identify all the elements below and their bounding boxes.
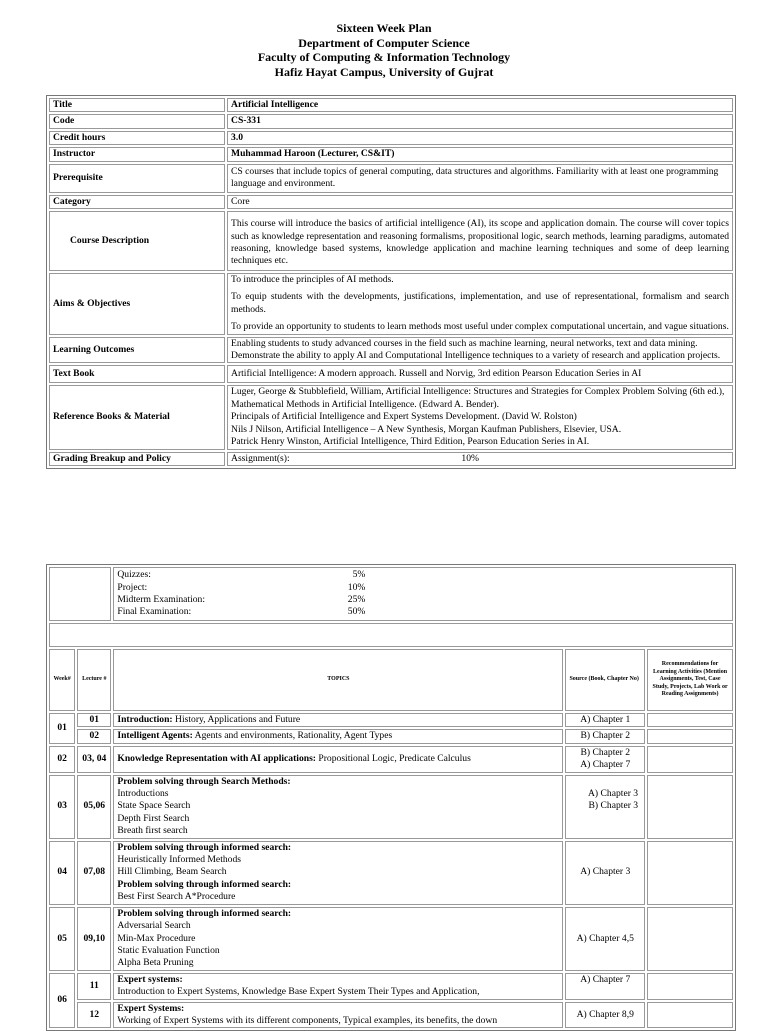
aim-item: To introduce the principles of AI methods.	[231, 274, 394, 286]
grade-percent: 10%	[461, 452, 480, 464]
spacer-row	[49, 623, 733, 647]
table-row	[49, 775, 733, 839]
week-number: 01	[49, 713, 75, 744]
week-number: 06	[49, 973, 75, 1029]
grading-value	[227, 452, 733, 466]
outcomes-value	[227, 337, 733, 364]
grade-name: Assignment(s):	[231, 452, 290, 464]
grading-continued-row	[49, 567, 733, 621]
lecture-number: 12	[77, 1002, 111, 1029]
topic-cell: Problem solving through informed search: Adversarial Search Min-Max Procedure Static Evaluation Function Alpha Beta Pruning	[113, 907, 563, 971]
source-cell: A) Chapter 7	[565, 973, 645, 1000]
textbook-row	[49, 365, 733, 383]
outcomes-row	[49, 337, 733, 364]
faculty-name: Faculty of Computing & Information Technology	[257, 50, 511, 64]
recommendation-cell	[647, 841, 733, 905]
source-cell: A) Chapter 1	[565, 713, 645, 727]
week-number: 05	[49, 907, 75, 971]
grade-name: Final Examination:	[117, 606, 192, 618]
aims-value	[227, 273, 733, 335]
aims-row	[49, 273, 733, 335]
week-number: 02	[49, 746, 75, 773]
topic-cell: Expert systems: Introduction to Expert Systems, Knowledge Base Expert System Their Types and Application,	[113, 973, 563, 1000]
topic-cell: Expert Systems: Working of Expert Systems with its different components, Typical examples, its benefits, the down	[113, 1002, 563, 1029]
table-row	[49, 713, 733, 727]
plan-header-row	[49, 649, 733, 711]
table-row	[49, 907, 733, 971]
recommendation-cell	[647, 775, 733, 839]
credit-value: 3.0	[227, 131, 733, 145]
topics-header: TOPICS	[113, 649, 563, 711]
title-row	[49, 98, 733, 112]
lecture-number: 02	[77, 729, 111, 743]
weekly-plan-table	[46, 564, 736, 1031]
week-number: 04	[49, 841, 75, 905]
recommendations-header: Recommendations for Learning Activities (Mention Assignments, Test, Case Study, Projects, Lab Work or Reading Assignments)	[647, 649, 733, 711]
outcomes-label: Learning Outcomes	[49, 337, 225, 364]
credit-label: Credit hours	[49, 131, 225, 145]
grade-percent: 10%	[347, 581, 366, 593]
title-label: Title	[49, 98, 225, 112]
description-value: This course will introduce the basics of artificial intelligence (AI), its scope and application domain. The course will cover topics such as knowledge representation and reasoning formalisms, propositional logic, search methods, learning paradigms, automated reasoning, knowledge based systems, knowledge application and machine learning techniques and some of deep learning techniques etc.	[227, 211, 733, 271]
recommendation-cell	[647, 973, 733, 1000]
lecture-number: 11	[77, 973, 111, 1000]
reference-item: Nils J Nilson, Artificial Intelligence – A New Synthesis, Morgan Kaufman Publishers, Elsevier, USA.	[231, 423, 622, 435]
source-cell: B) Chapter 2	[565, 729, 645, 743]
lecture-header: Lecture #	[77, 649, 111, 711]
category-row	[49, 195, 733, 209]
grade-percent: 25%	[347, 594, 366, 605]
title-value: Artificial Intelligence	[227, 98, 733, 112]
credit-row	[49, 131, 733, 145]
reference-item: Principals of Artificial Intelligence and Expert Systems Development. (David W. Rolston)	[231, 411, 577, 423]
description-row	[49, 211, 733, 271]
lecture-number: 09,10	[77, 907, 111, 971]
source-cell: A) Chapter 4,5	[565, 907, 645, 971]
instructor-label: Instructor	[49, 147, 225, 161]
aims-label: Aims & Objectives	[49, 273, 225, 335]
week-number: 03	[49, 775, 75, 839]
aim-item: To equip students with the developments, justifications, implementation, and use of representational, formalism and search methods.	[231, 291, 729, 315]
reference-item: Mathematical Methods in Artificial Intelligence. (Edward A. Bender).	[231, 398, 500, 410]
textbook-label: Text Book	[49, 365, 225, 383]
source-header: Source (Book, Chapter No)	[565, 649, 645, 711]
references-label: Reference Books & Material	[49, 385, 225, 449]
recommendation-cell	[647, 1002, 733, 1029]
outcome-item: Demonstrate the ability to apply AI and Computational Intelligence techniques to a variety of research and application projects.	[231, 350, 721, 362]
plan-title: Sixteen Week Plan	[336, 21, 432, 35]
references-value	[227, 385, 733, 449]
prerequisite-row	[49, 164, 733, 193]
recommendation-cell	[647, 746, 733, 773]
recommendation-cell	[647, 713, 733, 727]
textbook-value: Artificial Intelligence: A modern approach. Russell and Norvig, 3rd edition Pearson Education Series in AI	[227, 365, 733, 383]
references-row	[49, 385, 733, 449]
aim-item: To provide an opportunity to students to learn methods most useful under complex computational uncertain, and vague situations.	[231, 321, 729, 333]
table-row	[49, 973, 733, 1000]
document-header	[0, 21, 768, 79]
topic-cell: Problem solving through Search Methods: Introductions State Space Search Depth First Search Breath first search	[113, 775, 563, 839]
reference-item: Patrick Henry Winston, Artificial Intelligence, Third Edition, Pearson Education Series in AI.	[231, 436, 590, 448]
table-row	[49, 1002, 733, 1029]
grade-name: Project:	[117, 581, 148, 593]
course-info-table	[46, 95, 736, 469]
table-row	[49, 729, 733, 743]
lecture-number: 07,08	[77, 841, 111, 905]
outcome-item: Enabling students to study advanced courses in the field such as machine learning, neural networks, text and data mining.	[231, 337, 698, 349]
instructor-row	[49, 147, 733, 161]
grading-row	[49, 452, 733, 466]
prerequisite-label: Prerequisite	[49, 164, 225, 193]
code-label: Code	[49, 114, 225, 128]
topic-cell: Intelligent Agents: Agents and environments, Rationality, Agent Types	[113, 729, 563, 743]
lecture-number: 03, 04	[77, 746, 111, 773]
lecture-number: 01	[77, 713, 111, 727]
table-row	[49, 746, 733, 773]
reference-item: Luger, George & Stubblefield, William, Artificial Intelligence: Structures and Strategies for Complex Problem Solving (6th ed.),	[231, 386, 725, 398]
week-header: Week#	[49, 649, 75, 711]
recommendation-cell	[647, 729, 733, 743]
lecture-number: 05,06	[77, 775, 111, 839]
topic-cell: Introduction: History, Applications and Future	[113, 713, 563, 727]
grade-percent: 5%	[352, 569, 366, 581]
grade-percent: 50%	[347, 606, 366, 618]
source-cell: B) Chapter 2 A) Chapter 7	[565, 746, 645, 773]
campus-name: Hafiz Hayat Campus, University of Gujrat	[274, 64, 494, 79]
category-value: Core	[227, 195, 733, 209]
grade-name: Midterm Examination:	[117, 594, 206, 605]
grading-label: Grading Breakup and Policy	[49, 452, 225, 466]
description-label: Course Description	[49, 211, 225, 271]
code-value: CS-331	[227, 114, 733, 128]
source-cell: A) Chapter 3	[565, 841, 645, 905]
instructor-value: Muhammad Haroon (Lecturer, CS&IT)	[227, 147, 733, 161]
grade-name: Quizzes:	[117, 569, 151, 581]
source-cell: A) Chapter 8,9	[565, 1002, 645, 1029]
department-name: Department of Computer Science	[298, 35, 470, 50]
source-cell: A) Chapter 3 B) Chapter 3	[565, 775, 645, 839]
table-row	[49, 841, 733, 905]
recommendation-cell	[647, 907, 733, 971]
topic-cell: Knowledge Representation with AI applications: Propositional Logic, Predicate Calculus	[113, 746, 563, 773]
grading-continued	[113, 567, 733, 621]
prerequisite-value: CS courses that include topics of general computing, data structures and algorithms. Familiarity with at least one programming language and environment.	[227, 164, 733, 193]
code-row	[49, 114, 733, 128]
topic-cell: Problem solving through informed search: Heuristically Informed Methods Hill Climbing, Beam Search Problem solving through informed search: Best First Search A*Procedure	[113, 841, 563, 905]
category-label: Category	[49, 195, 225, 209]
